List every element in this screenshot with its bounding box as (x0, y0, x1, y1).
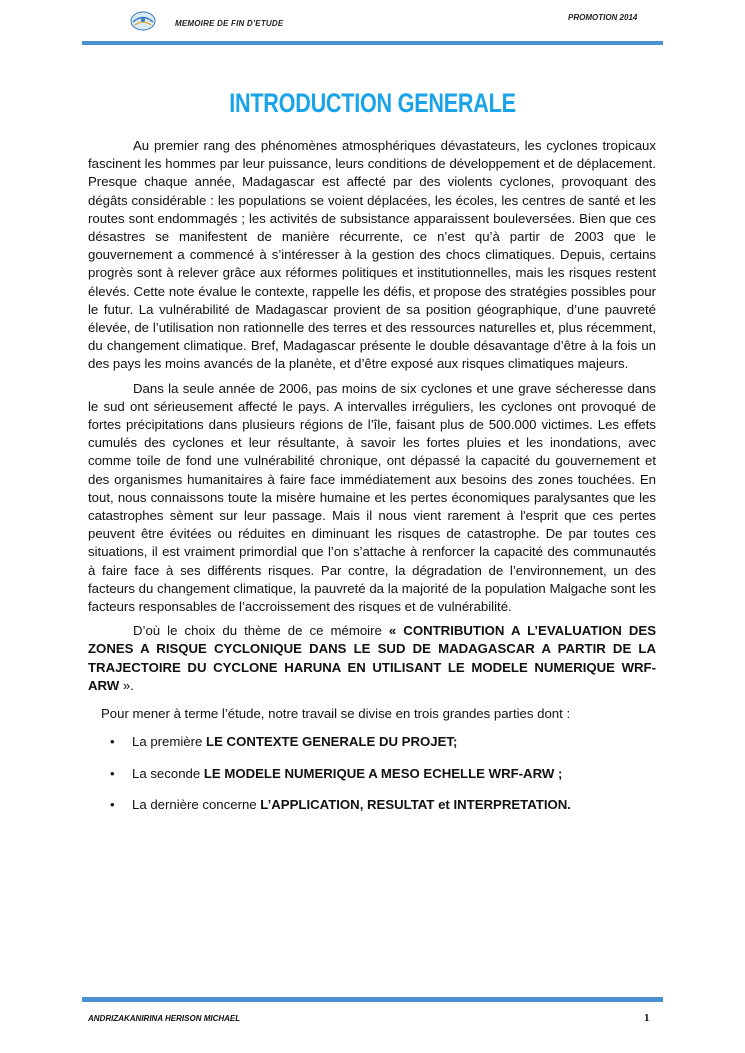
theme-lead: D’où le choix du thème de ce mémoire (133, 623, 389, 639)
paragraph-theme (88, 622, 656, 695)
page-title: INTRODUCTION GENERALE (229, 88, 516, 118)
list-item: • La dernière concerne L’APPLICATION, RESULTAT et INTERPRETATION. (132, 796, 656, 814)
header-document-type: MEMOIRE DE FIN D’ETUDE (175, 19, 284, 28)
list-item: • La seconde LE MODELE NUMERIQUE A MESO ECHELLE WRF-ARW ; (132, 765, 656, 783)
theme-tail: ». (119, 677, 134, 693)
plan-intro: Pour mener à terme l’étude, notre travail se divise en trois grandes parties dont : (101, 706, 571, 722)
paragraph-intro: Au premier rang des phénomènes atmosphériques dévastateurs, les cyclones tropicaux fascinent les hommes par leur puissance, leurs conditions de développement et de déplacement. Presque chaque année, Madagascar est affecté par des violents cyclones, provoquant des dégâts considérable : les populations se voient déplacées, les écoles, les centres de santé et les routes sont endommagés ; les activités de subsistance apparaissent bouleversées. Bien que ces désastres se manifestent de manière récurrente, ce n’est qu’à partir de 2003 que le gouvernement a commencé à s’intéresser à la gestion des chocs climatiques. Depuis, certains progrès sont à relever grâce aux réformes politiques et institutionnelles, mais les risques restent élevés. Cette note évalue le contexte, rappelle les défis, et propose des stratégies possibles pour le futur. La vulnérabilité de Madagascar provient de sa position géographique, d’une pauvreté élevée, de l’utilisation non rationnelle des terres et des ressources naturelles et, plus récemment, du changement climatique. Bref, Madagascar présente le double désavantage d’être à la fois un des pays les moins avancés de la planète, et d’être exposé aux risques climatiques majeurs. (88, 138, 656, 372)
theme-title: « CONTRIBUTION A L’EVALUATION DES ZONES A RISQUE CYCLONIQUE DANS LE SUD DE MADAGASCAR A PARTIR DE LA TRAJECTOIRE DU CYCLONE HARUNA EN UTILISANT LE MODELE NUMERIQUE WRF-ARW (88, 623, 657, 693)
page-number: 1 (644, 1012, 650, 1024)
header-promotion: PROMOTION 2014 (568, 13, 638, 22)
institution-logo-icon (128, 9, 158, 33)
header-rule (82, 41, 663, 45)
paragraph-2006: Dans la seule année de 2006, pas moins de six cyclones et une grave sécheresse dans le sud ont sérieusement affecté le pays. A intervalles irréguliers, les cyclones ont provoqué de fortes précipitations dans plusieurs régions de l’île, faisant plus de 500.000 victimes. Les effets cumulés des cyclones et leur résultante, à savoir les fortes pluies et les inondations, avec comme toile de fond une vulnérabilité chronique, ont dépassé la capacité du gouvernement et des organismes humanitaires à faire face immédiatement aux besoins des zones touchées. En tout, nous connaissons toute la misère humaine et les pertes économiques paralysantes que les catastrophes sèment sur leur passage. Mais il nous vient rarement à l'esprit que ces pertes peuvent être évitées ou réduites en diminuant les risques de catastrophe. De par toutes ces situations, il est vraiment primordial que l’on s’attache à renforcer la capacité des communautés à faire face à ses différents risques. Par contre, la dégradation de l’environnement, un des facteurs du changement climatique, la pauvreté da la majorité de la population Malgache sont les facteurs responsables de l’accroissement des risques et de vulnérabilité. (88, 380, 656, 615)
list-item: • La première LE CONTEXTE GENERALE DU PROJET; (132, 733, 656, 751)
parts-list (88, 733, 656, 814)
body-text (88, 137, 656, 827)
footer-author: ANDRIZAKANIRINA HERISON MICHAEL (88, 1014, 241, 1023)
footer-rule (82, 997, 663, 1002)
